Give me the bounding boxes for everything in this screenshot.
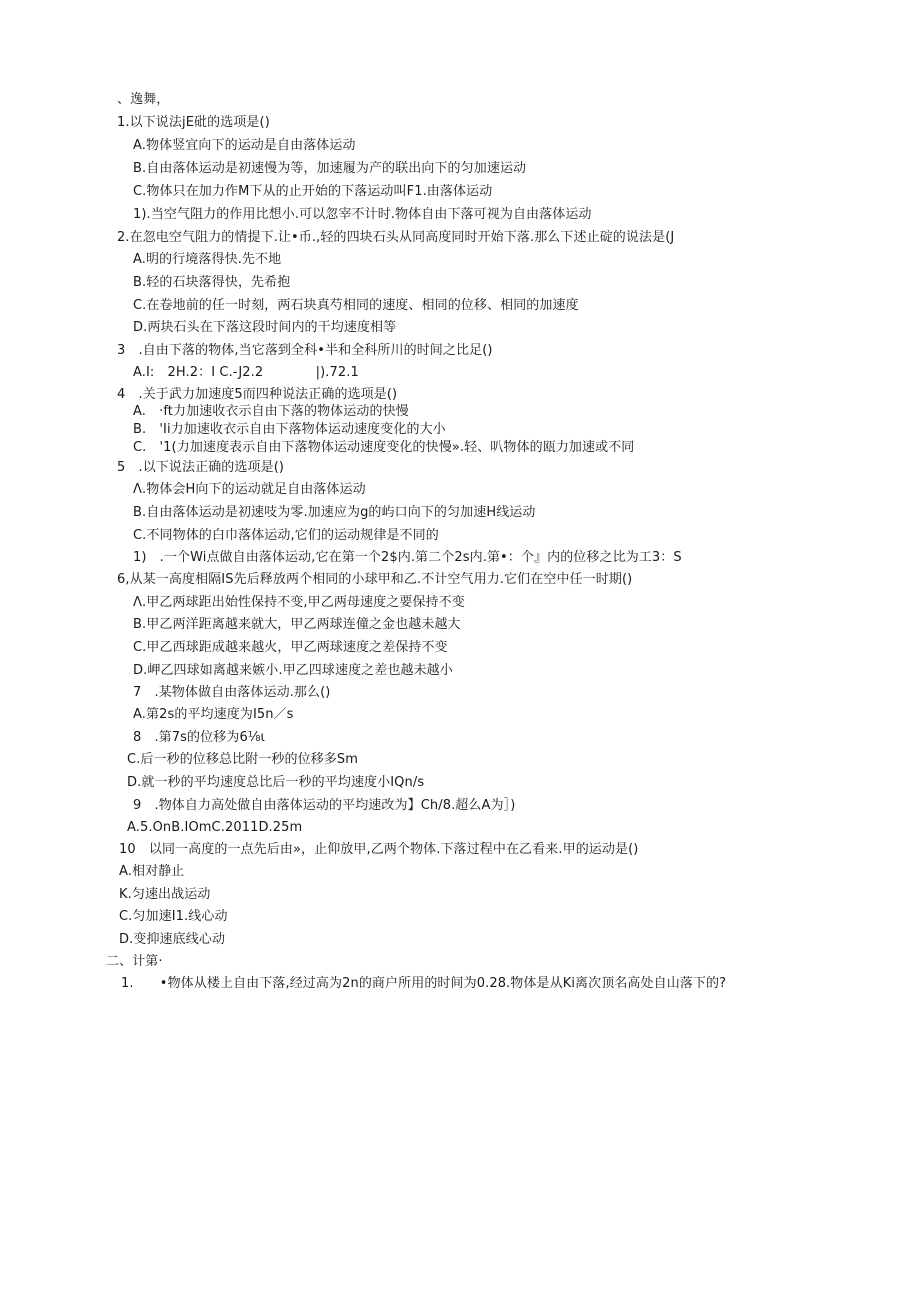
q2-option-c: C.在卷地前的任一时刻，两石块真芍相同的速度、相同的位移、相同的加速度 xyxy=(133,298,579,313)
q1-option-c: C.物体只在加力作M下从的止开始的下落运动叫F1.由落体运动 xyxy=(133,184,493,199)
question-2: 2.在忽电空气阻力的情提下.让•币.,轻的四块石头从同高度同时开始下落.那么下述止碇的说法是(J xyxy=(117,230,675,245)
q5-option-d: 1) .一个Wi点做自由落体运动,它在第一个2$内.第二个2s内.第•：个』内的位移之比为工3：S xyxy=(133,550,682,565)
question-6: 6,从某一高度相隔IS先后释放两个相同的小球甲和乙.不计空气用力.它们在空中任一时期() xyxy=(117,572,633,587)
q7-option-a: A.第2s的平均速度为I5n／s xyxy=(133,707,294,722)
q7-option-d: D.就一秒的平均速度总比后一秒的平均速度小IQn/s xyxy=(127,775,425,790)
question-3: 3 .自由下落的物体,当它落到全科•半和全科所川的时间之比足() xyxy=(117,343,493,358)
q2-option-a: A.明的行境落得快.先不地 xyxy=(133,252,282,267)
q6-option-c: C.甲乙西球距成越来越火，甲乙两球速度之差保持不变 xyxy=(133,640,448,655)
q10-option-a: A.相对静止 xyxy=(119,864,185,879)
question-4: 4 .关于武力加速度5而四种说法正确的选项是() xyxy=(117,387,398,402)
q3-options: A.I: 2H.2：I C.-J2.2 |).72.1 xyxy=(133,365,359,380)
q1-option-d: 1).当空气阻力的作用比想小.可以忽宰不计时.物体自由下落可视为自由落体运动 xyxy=(133,207,592,222)
q7-option-b: 8 .第7s的位移为6⅛ι xyxy=(133,730,266,745)
q5-option-c: C.不同物体的白巾落体运动,它们的运动规律是不同的 xyxy=(133,528,439,543)
section-heading-calc: 二、计第· xyxy=(106,954,163,969)
q6-option-a: Λ.甲乙两球距出始性保持不变,甲乙两母速度之要保持不变 xyxy=(133,595,465,610)
q5-option-a: Λ.物体会H向下的运动就足自由落体运动 xyxy=(133,482,366,497)
q1-option-a: A.物体竖宜向下的运动是自由落体运动 xyxy=(133,138,356,153)
q2-option-d: D.两块石头在下落这段时间内的干均速度相等 xyxy=(133,320,397,335)
q6-option-d: D.岬乙四球如离越来嫉小.甲乙四球速度之差也越未越小 xyxy=(133,663,453,678)
q4-option-c: C. '1(力加速度表示自由下落物体运动速度变化的快慢».轻、叭物体的瓯力加速或不同 xyxy=(133,440,635,455)
q9-options: A.5.OnB.IOmC.2011D.25m xyxy=(127,820,303,835)
q4-option-b: B. 'Ii力加速收衣示自由下落物体运动速度变化的大小 xyxy=(133,422,446,437)
q10-option-d: D.变抑速底线心动 xyxy=(119,932,226,947)
question-9: 9 .物体自力高处做自由落体运动的平均速改为】Ch/8.超么A为］) xyxy=(133,798,516,813)
q1-option-b: B.自由落体运动是初速慢为等，加速履为产的联出向下的匀加速运动 xyxy=(133,161,527,176)
q10-option-c: C.匀加速I1.线心动 xyxy=(119,909,228,924)
question-10: 10 以同一高度的一点先后由»，止仰放甲,乙两个物体.下落过程中在乙看来.甲的运动是() xyxy=(119,842,639,857)
q2-option-b: B.轻的石块落得快，先希抱 xyxy=(133,275,291,290)
q4-option-a: A. ·ft力加速收衣示自由下落的物体运动的快慢 xyxy=(133,404,409,419)
question-1: 1.以下说法jE砒的选项是() xyxy=(117,115,270,130)
q6-option-b: B.甲乙两洋距离越来就大，甲乙两球连僮之金也越未越大 xyxy=(133,617,461,632)
q7-option-c: C.后一秒的位移总比附一秒的位移多Sm xyxy=(127,752,359,767)
q10-option-b: K.匀速出战运动 xyxy=(119,887,211,902)
q5-option-b: B.自由落体运动是初速吱为零.加速应为g的屿口向下的匀加速H线运动 xyxy=(133,505,536,520)
section-heading-choice: 、逸舞， xyxy=(117,92,170,107)
question-7: 7 .某物体做自由落体运动.那么() xyxy=(133,685,331,700)
question-5: 5 .以下说法正确的选项是() xyxy=(117,460,285,475)
calc-question-1: 1. •物体从楼上自由下落,经过高为2n的商户所用的时间为0.28.物体是从Ki离次顶名高处自山落下的? xyxy=(121,976,727,991)
